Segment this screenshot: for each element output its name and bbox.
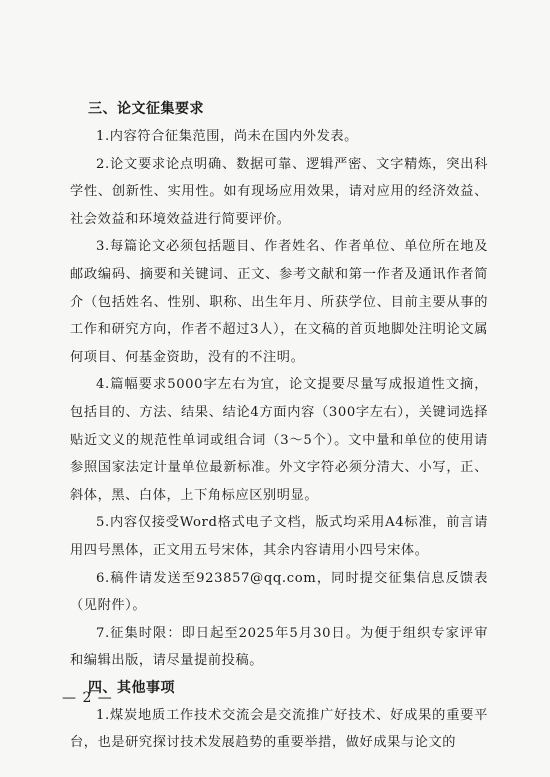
paragraph: 1.煤炭地质工作技术交流会是交流推广好技术、好成果的重要平台，也是研究探讨技术发展趋势的重要举措，做好成果与论文的	[70, 707, 488, 751]
paragraph: 3.每篇论文必须包括题目、作者姓名、作者单位、单位所在地及邮政编码、摘要和关键词、正文、参考文献和第一作者及通讯作者简介（包括姓名、性别、职称、出生年月、所获学位、目前主要从事的工作和研究方向，作者不超过3人），在文稿的首页地脚处注明论文属何项目、何基金资助，没有的不注明。	[70, 239, 488, 365]
paragraph: 7.征集时限：即日起至2025年5月30日。为便于组织专家评审和编辑出版，请尽量提前投稿。	[70, 625, 488, 669]
section-other-matters	[70, 675, 488, 757]
section-requirements	[70, 96, 488, 675]
section-heading: 三、论文征集要求	[88, 101, 204, 117]
page-number: — 2 —	[62, 690, 113, 706]
paragraph: 5.内容仅接受Word格式电子文档，版式均采用A4标准，前言请用四号黑体，正文用五号宋体，其余内容请用小四号宋体。	[70, 515, 488, 558]
paragraph: 4.篇幅要求5000字左右为宜，论文提要尽量写成报道性文摘，包括目的、方法、结果、结论4方面内容（300字左右），关键词选择贴近文义的规范性单词或组合词（3～5个）。文中量和单位的使用请参照国家法定计量单位最新标准。外文字符必须分清大、小写，正、斜体，黑、白体，上下角标应区别明显。	[70, 377, 488, 503]
paragraph: 2.论文要求论点明确、数据可靠、逻辑严密、文字精炼，突出科学性、创新性、实用性。如有现场应用效果，请对应用的经济效益、社会效益和环境效益进行简要评价。	[70, 156, 488, 227]
paragraph: 6.稿件请发送至923857@qq.com，同时提交征集信息反馈表（见附件）。	[70, 570, 488, 614]
paragraph: 1.内容符合征集范围，尚未在国内外发表。	[96, 129, 358, 144]
section-heading: 四、其他事项	[88, 679, 175, 696]
